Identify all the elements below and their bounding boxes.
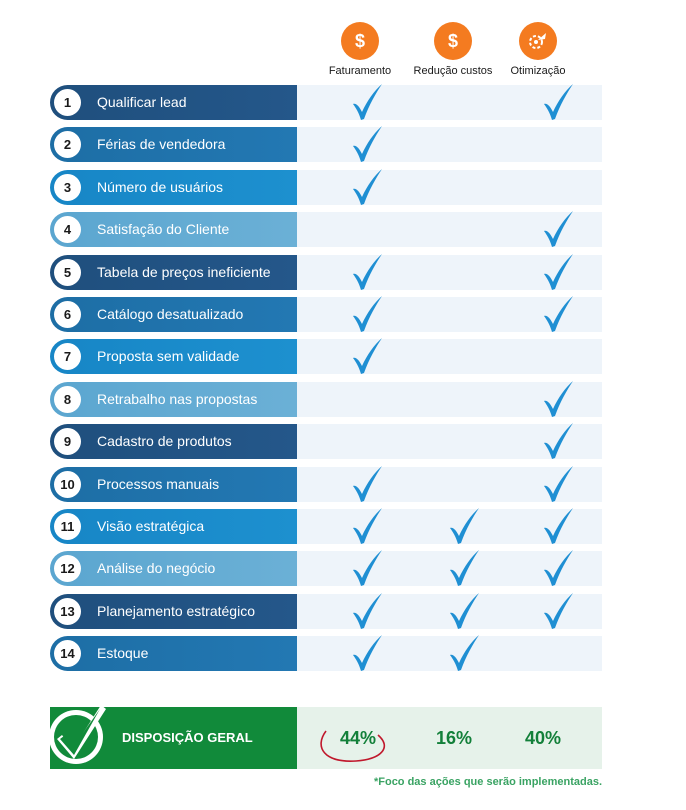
row-label-block	[50, 467, 297, 502]
table-row	[50, 509, 602, 544]
checkmark-icon	[541, 294, 575, 334]
checkmark-icon	[350, 464, 384, 504]
row-number: 11	[54, 513, 81, 540]
checkmark-icon	[447, 591, 481, 631]
checkmark-icon	[447, 506, 481, 546]
row-label-block	[50, 636, 297, 671]
checkmark-icon	[350, 591, 384, 631]
table-row	[50, 594, 602, 629]
table-row	[50, 170, 602, 205]
row-number: 12	[54, 555, 81, 582]
checkmark-icon	[541, 464, 575, 504]
row-number: 3	[54, 174, 81, 201]
row-label: Estoque	[97, 645, 149, 662]
row-label-block	[50, 594, 297, 629]
footnote: *Foco das ações que serão implementadas.	[373, 776, 602, 788]
row-label-block	[50, 212, 297, 247]
summary-value-reducao-custos: 16%	[435, 728, 473, 748]
row-number: 7	[54, 343, 81, 370]
checkmark-icon	[541, 379, 575, 419]
checkmark-icon	[350, 252, 384, 292]
row-label-block	[50, 382, 297, 417]
table-row	[50, 85, 602, 120]
row-label: Planejamento estratégico	[97, 602, 255, 619]
svg-text:$: $	[354, 31, 366, 51]
row-label-block	[50, 551, 297, 586]
row-number: 10	[54, 471, 81, 498]
row-label-block	[50, 297, 297, 332]
row-label: Número de usuários	[97, 178, 224, 195]
checkmark-icon	[350, 294, 384, 334]
column-label: Faturamento	[328, 65, 392, 77]
checkmark-icon	[350, 82, 384, 122]
row-label: Qualificar lead	[97, 94, 187, 110]
row-label-block	[50, 85, 297, 120]
checkmark-icon	[541, 421, 575, 461]
row-track	[297, 339, 602, 374]
row-label: Visão estratégica	[97, 518, 205, 534]
row-label-block	[50, 255, 297, 290]
table-row	[50, 636, 602, 671]
column-label: Otimização	[510, 65, 566, 77]
table-row	[50, 382, 602, 417]
summary-value-faturamento: 44%	[339, 728, 377, 748]
row-label: Cadastro de produtos	[97, 433, 232, 450]
checkmark-icon	[350, 167, 384, 207]
row-number: 4	[54, 216, 81, 243]
summary-value-otimizacao: 40%	[524, 728, 562, 748]
row-number: 5	[54, 259, 81, 286]
table-row	[50, 297, 602, 332]
row-track	[297, 127, 602, 162]
dollar-icon	[341, 22, 379, 60]
table-row	[50, 339, 602, 374]
row-label: Satisfação do Cliente	[97, 221, 230, 238]
table-row	[50, 467, 602, 502]
row-label: Tabela de preços ineficiente	[97, 263, 271, 280]
checkmark-icon	[541, 252, 575, 292]
row-track	[297, 170, 602, 205]
summary-row	[50, 707, 602, 769]
row-label: Catálogo desatualizado	[97, 306, 244, 322]
table-row	[50, 212, 602, 247]
checkmark-icon	[447, 548, 481, 588]
checkmark-icon	[447, 633, 481, 673]
table-row	[50, 424, 602, 459]
checkmark-icon	[541, 82, 575, 122]
row-label-block	[50, 339, 297, 374]
row-number: 14	[54, 640, 81, 667]
checkmark-icon	[350, 633, 384, 673]
checkmark-icon	[541, 548, 575, 588]
table-row	[50, 551, 602, 586]
checkmark-icon	[541, 506, 575, 546]
row-number: 8	[54, 386, 81, 413]
summary-title: DISPOSIÇÃO GERAL	[122, 730, 253, 745]
svg-text:$: $	[447, 31, 459, 51]
row-label-block	[50, 127, 297, 162]
row-label: Processos manuais	[97, 475, 220, 492]
checkmark-icon	[350, 336, 384, 376]
row-label: Férias de vendedora	[97, 136, 226, 153]
dollar-icon	[434, 22, 472, 60]
row-number: 9	[54, 428, 81, 455]
row-label: Análise do negócio	[97, 560, 216, 577]
row-label-block	[50, 170, 297, 205]
table-row	[50, 127, 602, 162]
row-label: Proposta sem validade	[97, 348, 240, 365]
checkmark-icon	[350, 506, 384, 546]
checkmark-icon	[541, 591, 575, 631]
column-label: Redução custos	[413, 65, 493, 77]
row-label-block	[50, 509, 297, 544]
checkmark-icon	[541, 209, 575, 249]
row-label: Retrabalho nas propostas	[97, 390, 258, 407]
summary-label-block	[50, 707, 297, 769]
row-number: 6	[54, 301, 81, 328]
row-number: 1	[54, 89, 81, 116]
checkmark-icon	[350, 548, 384, 588]
table-row	[50, 255, 602, 290]
column-header-otimizacao	[483, 22, 593, 77]
check-badge-icon	[46, 699, 112, 771]
row-number: 2	[54, 131, 81, 158]
row-number: 13	[54, 598, 81, 625]
checkmark-icon	[350, 124, 384, 164]
rocket-gear-icon	[519, 22, 557, 60]
row-label-block	[50, 424, 297, 459]
